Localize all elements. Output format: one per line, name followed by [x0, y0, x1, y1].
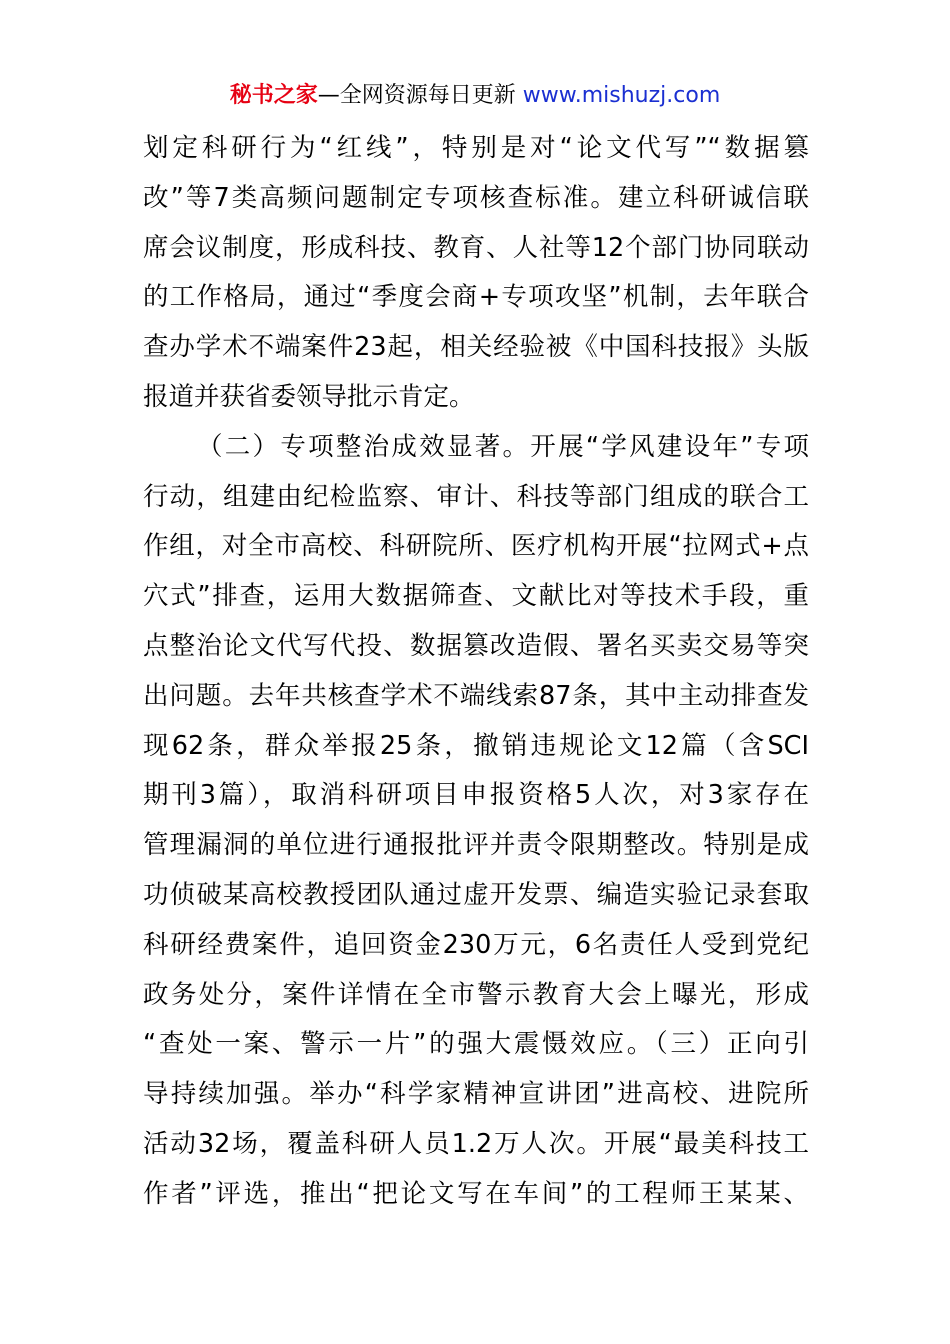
site-tagline: —全网资源每日更新 [317, 83, 516, 108]
text-line: “查处一案、警示一片”的强大震慑效应。（三）正向引 [143, 1029, 809, 1060]
text-line: 活动32场，覆盖科研人员1.2万人次。开展“最美科技工 [143, 1128, 809, 1159]
text-line: 政务处分，案件详情在全市警示教育大会上曝光，形成 [143, 979, 809, 1010]
text-line: 改”等7类高频问题制定专项核查标准。建立科研诚信联 [143, 182, 809, 213]
text-line: 科研经费案件，追回资金230万元，6名责任人受到党纪 [143, 929, 809, 960]
text-line: 导持续加强。举办“科学家精神宣讲团”进高校、进院所 [143, 1079, 809, 1110]
text-line: 出问题。去年共核查学术不端线索87条，其中主动排查发 [143, 680, 809, 711]
site-header [0, 78, 950, 114]
section-heading-line: （二）专项整治成效显著。开展“学风建设年”专项 [197, 431, 809, 462]
text-line: 穴式”排查，运用大数据筛查、文献比对等技术手段，重 [143, 581, 809, 612]
text-line: 席会议制度，形成科技、教育、人社等12个部门协同联动 [143, 232, 809, 263]
site-brand: 秘书之家 [229, 83, 318, 108]
text-line: 点整治论文代写代投、数据篡改造假、署名买卖交易等突 [143, 630, 809, 661]
text-line: 划定科研行为“红线”，特别是对“论文代写”“数据篡 [143, 133, 809, 163]
document-body [143, 124, 809, 1220]
text-line: 作组，对全市高校、科研院所、医疗机构开展“拉网式+点 [143, 531, 809, 562]
text-line: 的工作格局，通过“季度会商+专项攻坚”机制，去年联合 [143, 282, 809, 313]
paragraph-end-line: 报道并获省委领导批示肯定。 [143, 381, 475, 412]
text-line: 功侦破某高校教授团队通过虚开发票、编造实验记录套取 [143, 879, 809, 910]
site-url-link[interactable]: www.mishuzj.com [522, 83, 721, 108]
text-line: 管理漏洞的单位进行通报批评并责令限期整改。特别是成 [143, 830, 809, 861]
text-line: 查办学术不端案件23起，相关经验被《中国科技报》头版 [143, 332, 809, 363]
text-line: 作者”评选，推出“把论文写在车间”的工程师王某某、 [143, 1178, 809, 1209]
text-line: 期刊3篇），取消科研项目申报资格5人次，对3家存在 [143, 780, 809, 811]
text-line: 行动，组建由纪检监察、审计、科技等部门组成的联合工 [143, 481, 809, 512]
text-line: 现62条，群众举报25条，撤销违规论文12篇（含SCI [143, 730, 809, 761]
